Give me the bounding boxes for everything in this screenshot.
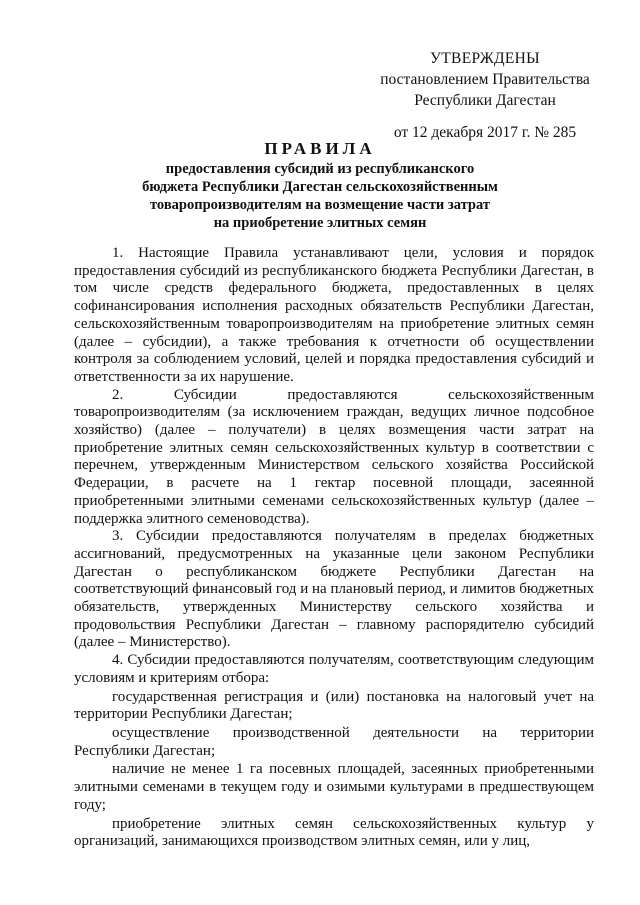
paragraph-4: 4. Субсидии предоставляются получателям, соответствующим следующим условиям и критериям отбора: bbox=[74, 652, 594, 686]
approval-date: от 12 декабря 2017 г. № 285 bbox=[393, 124, 577, 141]
approval-line-1: постановлением Правительства bbox=[380, 71, 590, 88]
criterion-area: наличие не менее 1 га посевных площадей, засеянных приобретенными элитными семенами в текущем году и озимыми культурами в предшествующем году; bbox=[74, 761, 594, 813]
approval-title: УТВЕРЖДЕНЫ bbox=[430, 50, 540, 67]
document-subtitle-line-4: на приобретение элитных семян bbox=[213, 215, 427, 231]
approval-line-2: Республики Дагестан bbox=[414, 92, 556, 109]
document-body bbox=[74, 245, 594, 851]
paragraph-2: 2. Субсидии предоставляются сельскохозяйственным товаропроизводителям (за исключением граждан, ведущих личное подсобное хозяйство) (далее – получатели) в целях возмещения части затрат на приобретение элитных семян сельскохозяйственных культур в соответствии с перечнем, утвержденным Министерством сельского хозяйства Российской Федерации, в расчете на 1 гектар посевной площади, засеянной приобретенными элитными семенами сельскохозяйственных культур (далее – поддержка элитного семеноводства). bbox=[74, 386, 594, 527]
criterion-activity: осуществление производственной деятельности на территории Республики Дагестан; bbox=[74, 724, 594, 759]
paragraph-3: 3. Субсидии предоставляются получателям в пределах бюджетных ассигнований, предусмотренных на указанные цели законом Республики Дагестан о республиканском бюджете Республики Дагестан на соответствующий финансовый год и на плановый период, и лимитов бюджетных обязательств, утвержденных Министерству сельского хозяйства и продовольствия Республики Дагестан – главному распорядителю субсидий (далее – Министерство). bbox=[74, 528, 594, 651]
document-title: ПРАВИЛА bbox=[264, 139, 376, 158]
document-heading bbox=[120, 138, 520, 232]
criterion-purchase: приобретение элитных семян сельскохозяйственных культур у организаций, занимающихся производством элитных семян, или у лиц, bbox=[74, 815, 594, 850]
criterion-registration: государственная регистрация и (или) постановка на налоговый учет на территории Республики Дагестан; bbox=[74, 688, 594, 723]
document-subtitle-line-2: бюджета Республики Дагестан сельскохозяйственным bbox=[142, 179, 498, 195]
approval-block bbox=[370, 48, 600, 143]
paragraph-1: 1. Настоящие Правила устанавливают цели, условия и порядок предоставления субсидий из республиканского бюджета Республики Дагестан, в том числе средств федерального бюджета, предоставленных в целях софинансирования исполнения расходных обязательств Республики Дагестан, сельскохозяйственным товаропроизводителям на приобретение элитных семян (далее – субсидии), а также требования к отчетности об осуществлении контроля за соблюдением условий, целей и порядка предоставления субсидий и ответственности за их нарушение. bbox=[74, 245, 594, 385]
document-subtitle-line-3: товаропроизводителям на возмещение части затрат bbox=[150, 197, 490, 213]
document-subtitle-line-1: предоставления субсидий из республиканского bbox=[165, 161, 475, 177]
